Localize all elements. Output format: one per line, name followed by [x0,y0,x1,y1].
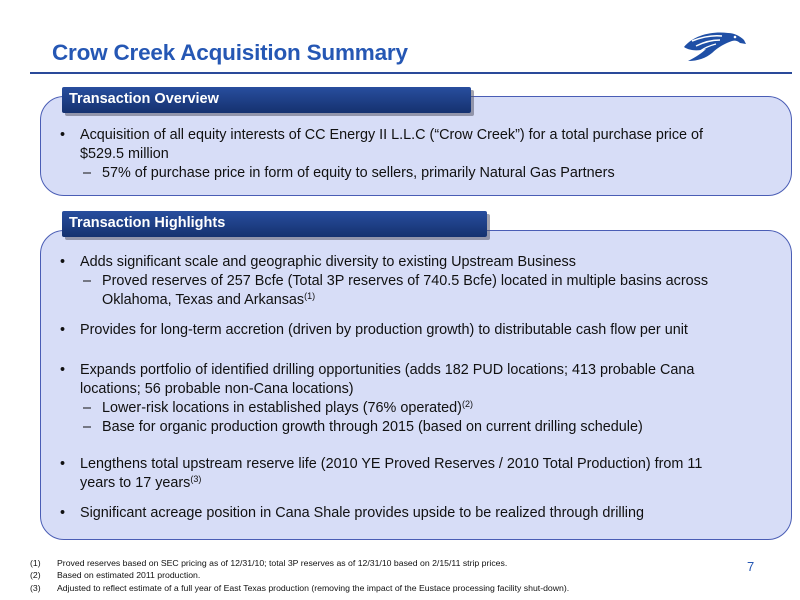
dash-icon: – [83,400,92,416]
highlights-sub-1-line-2: Oklahoma, Texas and Arkansas$^{(1)}$ [102,291,316,308]
highlights-bullet-3-line-2: locations; 56 probable non-Cana locations) [80,381,354,397]
page-title: Crow Creek Acquisition Summary [52,40,408,65]
footnote-ref-2: (2) [461,399,473,409]
eagle-logo-icon [682,27,748,65]
bullet-icon: • [60,362,66,378]
footnote-ref-1: (1) [304,291,316,301]
overview-sub-bullet-1: 57% of purchase price in form of equity to sellers, primarily Natural Gas Partners [102,165,615,181]
highlights-bullet-4-line-2: years to 17 years$^{(3)}$ [80,474,202,491]
bullet-icon: • [60,505,66,521]
highlights-bullet-1: Adds significant scale and geographic diversity to existing Upstream Business [80,254,576,270]
footnote-2: (2) Based on estimated 2011 production. [30,570,201,581]
overview-bullet-1-line-1: Acquisition of all equity interests of CC Energy II L.L.C (“Crow Creek”) for a total purchase price of [80,127,704,143]
footnote-3: (3) Adjusted to reflect estimate of a full year of East Texas production (removing the impact of the Eustace processing facility shut-down). [30,582,570,593]
bullet-icon: • [60,254,66,270]
highlights-bullet-4-line-1: Lengthens total upstream reserve life (2010 YE Proved Reserves / 2010 Total Production) from 11 [80,456,703,472]
footnote-1: (1) Proved reserves based on SEC pricing as of 12/31/10; total 3P reserves as of 12/31/10 based on 2/15/11 strip prices. [30,558,508,568]
title-rule [30,72,792,74]
bullet-icon: • [60,322,66,338]
transaction-highlights-heading: Transaction Highlights [62,211,487,237]
highlights-sub-3-1: Lower-risk locations in established plays (76% operated)$^{(2)}$ [102,399,473,416]
highlights-bullet-5: Significant acreage position in Cana Shale provides upside to be realized through drilling [80,505,644,521]
transaction-overview-heading: Transaction Overview [62,87,471,113]
bullet-icon: • [60,456,66,472]
highlights-bullet-2: Provides for long-term accretion (driven by production growth) to distributable cash flow per unit [80,322,688,338]
dash-icon: – [83,419,92,435]
footnotes [30,557,569,594]
highlights-bullet-3-line-1: Expands portfolio of identified drilling opportunities (adds 182 PUD locations; 413 probable Cana [80,362,695,378]
footnote-ref-3: (3) [190,474,202,484]
page-number: 7 [747,559,755,574]
highlights-sub-1-line-1: Proved reserves of 257 Bcfe (Total 3P reserves of 740.5 Bcfe) located in multiple basins across [102,273,709,289]
dash-icon: – [83,273,92,289]
dash-icon: – [83,165,92,181]
highlights-sub-3-2: Base for organic production growth through 2015 (based on current drilling schedule) [102,419,643,435]
bullet-icon: • [60,127,66,143]
overview-bullet-1-line-2: $529.5 million [80,146,169,162]
